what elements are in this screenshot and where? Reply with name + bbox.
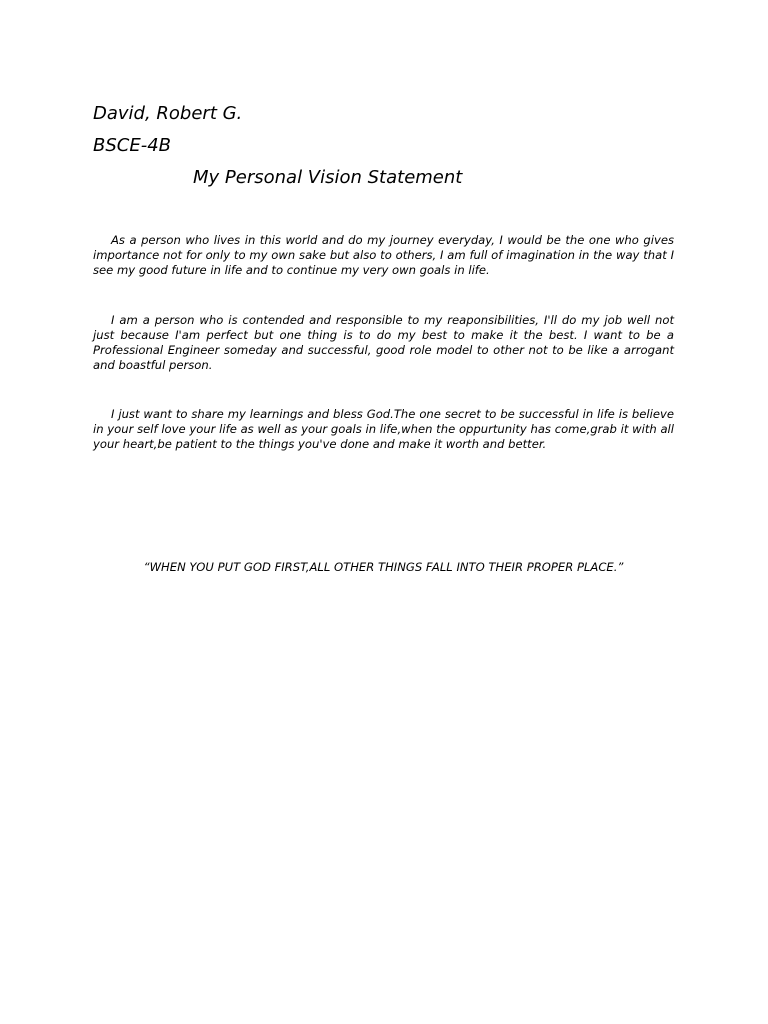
paragraph-2: I am a person who is contended and responsible to my reaponsibilities, I'll do my job well not just because I'am perfect but one thing is to do my best to make it the best. I want to be a Professional Engineer someday and successful, good role model to other not to be like a arrogant and boastful person. (93, 313, 674, 372)
author-name: David, Robert G. (93, 103, 243, 124)
document-title: My Personal Vision Statement (193, 167, 463, 188)
paragraph-3: I just want to share my learnings and bless God.The one secret to be successful in life is believe in your self love your life as well as your goals in life,when the oppurtunity has come,grab it with all your heart,be patient to the things you've done and make it worth and better. (93, 407, 674, 451)
paragraph-1: As a person who lives in this world and do my journey everyday, I would be the one who gives importance not for only to my own sake but also to others, I am full of imagination in the way that I see my good future in life and to continue my very own goals in life. (93, 233, 674, 277)
closing-quote: “WHEN YOU PUT GOD FIRST,ALL OTHER THINGS FALL INTO THEIR PROPER PLACE.” (143, 560, 624, 574)
section-code: BSCE-4B (93, 135, 172, 156)
